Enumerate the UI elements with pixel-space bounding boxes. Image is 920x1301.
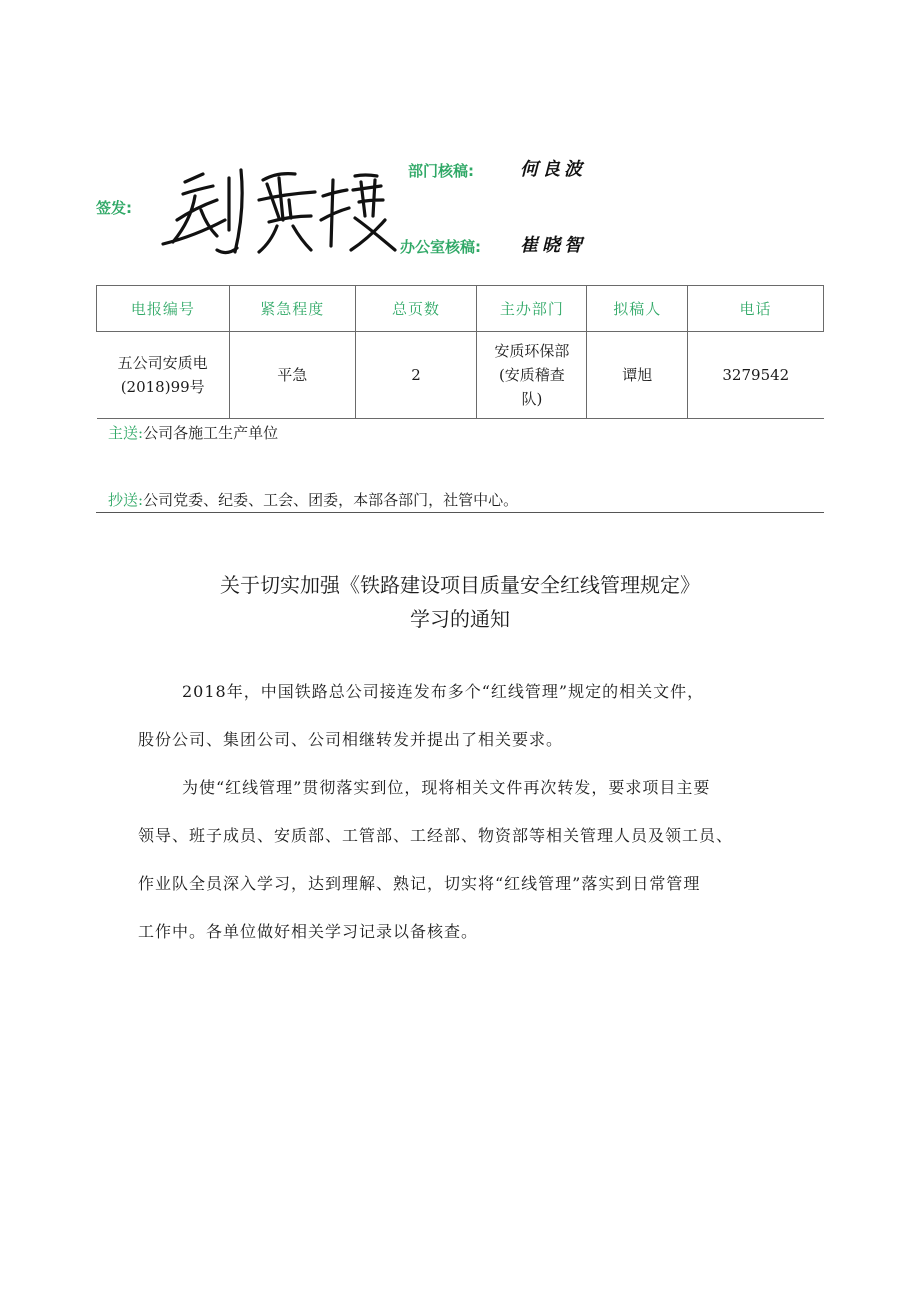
dept-line1: 安质环保部	[494, 342, 570, 360]
telegram-info-table	[96, 285, 824, 419]
header-urgency: 紧急程度	[229, 286, 355, 332]
cell-urgency: 平急	[229, 332, 355, 419]
para2-line2: 领导、班子成员、安质部、工管部、工经部、物资部等相关管理人员及领工员、	[138, 826, 734, 845]
header-doc-no: 电报编号	[97, 286, 230, 332]
para2-line4: 工作中。各单位做好相关学习记录以备核查。	[138, 922, 479, 941]
para1-line1: 2018年，中国铁路总公司接连发布多个“红线管理”规定的相关文件，	[182, 682, 705, 701]
table-header-row	[97, 286, 824, 332]
main-recipient-value: 公司各施工生产单位	[143, 424, 279, 442]
document-title	[0, 568, 920, 636]
title-line2: 学习的通知	[410, 607, 510, 631]
sign-label: 签发:	[96, 199, 132, 217]
cell-doc-no	[97, 332, 230, 419]
para2-line1: 为使“红线管理”贯彻落实到位，现将相关文件再次转发，要求项目主要	[182, 778, 711, 797]
header-pages: 总页数	[355, 286, 477, 332]
cc-label: 抄送:	[108, 491, 144, 509]
document-body	[138, 668, 838, 956]
cell-dept	[477, 332, 587, 419]
para2-line3: 作业队全员深入学习，达到理解、熟记，切实将“红线管理”落实到日常管理	[138, 874, 701, 893]
header-drafter: 拟稿人	[587, 286, 688, 332]
para1-line2: 股份公司、集团公司、公司相继转发并提出了相关要求。	[138, 730, 564, 749]
header-dept: 主办部门	[477, 286, 587, 332]
divider-line	[96, 512, 824, 513]
title-line1: 关于切实加强《铁路建设项目质量安全红线管理规定》	[220, 573, 700, 597]
dept-review-label: 部门核稿:	[408, 162, 474, 180]
dept-line3: 队)	[521, 390, 543, 408]
cc-recipient	[108, 489, 518, 510]
header-phone: 电话	[688, 286, 824, 332]
cell-drafter: 谭旭	[587, 332, 688, 419]
office-review-name: 崔晓智	[520, 235, 586, 256]
signature-header	[0, 0, 920, 280]
cell-pages: 2	[355, 332, 477, 419]
signature-image	[155, 160, 400, 260]
main-recipient	[108, 422, 278, 443]
dept-line2: (安质稽查	[498, 366, 565, 384]
table-row	[97, 332, 824, 419]
cc-value: 公司党委、纪委、工会、团委，本部各部门，社管中心。	[143, 491, 519, 509]
doc-no-line1: 五公司安质电	[117, 354, 208, 372]
office-review-label: 办公室核稿:	[400, 238, 481, 256]
cell-phone: 3279542	[688, 332, 824, 419]
main-recipient-label: 主送:	[108, 424, 144, 442]
dept-review-name: 何良波	[520, 159, 586, 180]
doc-no-line2: (2018)99号	[120, 378, 205, 396]
